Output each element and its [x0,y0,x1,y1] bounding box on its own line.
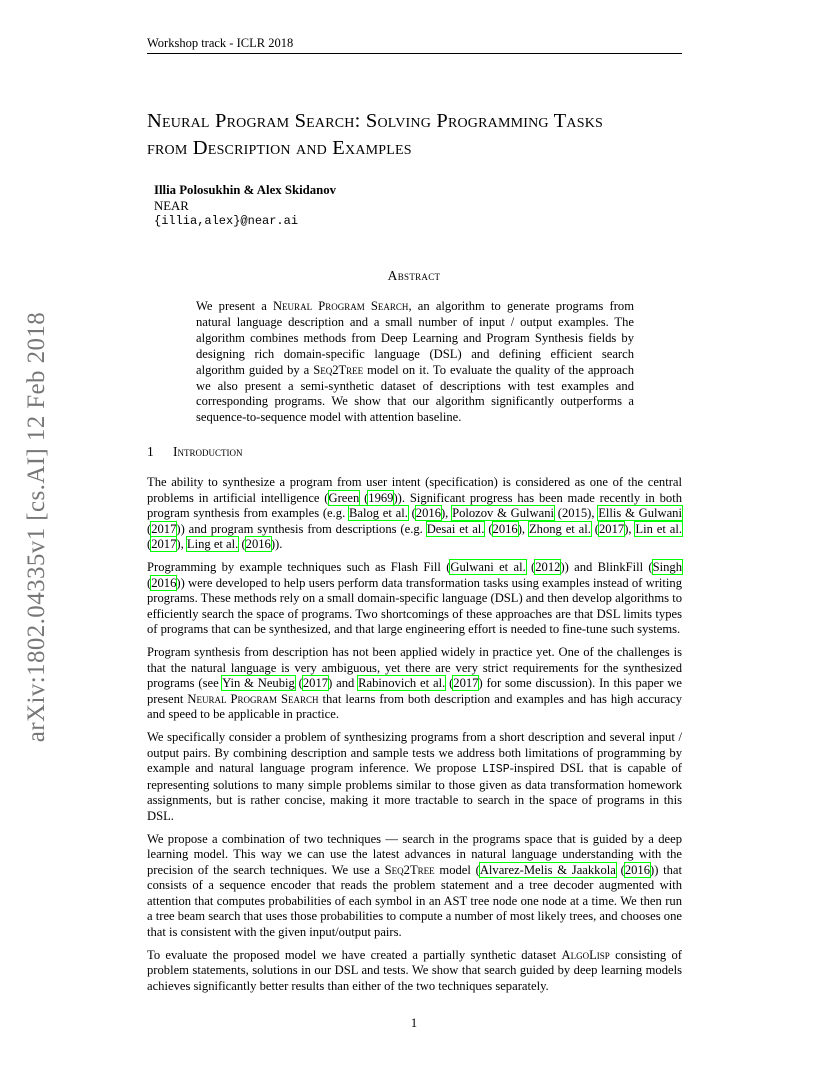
citation-link[interactable]: 1969 [368,490,394,505]
citation-link[interactable]: 2016 [492,521,518,536]
citation-link[interactable]: Yin & Neubig [222,676,295,690]
citation-link[interactable]: 2017 [302,676,329,690]
citation-link[interactable]: 2017 [151,537,177,551]
abstract-heading: Abstract [387,268,441,283]
section-number: 1 [147,444,154,459]
citation-link[interactable]: Ellis & Gulwani [598,506,682,520]
citation-link[interactable]: Singh [652,560,683,574]
citation-link[interactable]: 2016 [151,575,177,590]
citation-link[interactable]: Zhong et al. [528,521,591,536]
citation-link[interactable]: Lin et al. [635,521,682,536]
body-text [147,475,682,1002]
paragraph: Program synthesis from description has not been applied widely in practice yet. One of the challenges is that the natural language is very ambiguous, yet there are very strict requirements for the synthesized programs (see Yin & Neubig (2017) and Rabinovich et al. (2017) for some discussion). In this paper we present Neural Program Search that learns from both description and examples and has high accuracy and speed to be applicable in practice. [147,645,682,721]
section-heading [147,444,243,460]
citation-link[interactable]: Gulwani et al. [450,560,526,574]
running-header: Workshop track - ICLR 2018 [147,36,294,50]
citation-link[interactable]: Rabinovich et al. [358,676,446,690]
paragraph: To evaluate the proposed model we have created a partially synthetic dataset AlgoLisp consisting of problem statements, solutions in our DSL and tests. We show that search guided by deep learning models achieves significantly better results than either of the two techniques separately. [147,947,682,993]
citation-link[interactable]: 2016 [415,506,441,520]
paragraph: The ability to synthesize a program from user intent (specification) is considered as one of the central problems in artificial intelligence (Green (1969)). Significant progress has been made recently in both program synthesis from examples (e.g. Balog et al. (2016), Polozov & Gulwani (2015), Ellis & Gulwani (2017)) and program synthesis from descriptions (e.g. Desai et al. (2016), Zhong et al. (2017), Lin et al. (2017), Ling et al. (2016)). [147,475,682,551]
paper-title [147,108,707,162]
author-names: Illia Polosukhin & Alex Skidanov [154,183,337,197]
citation-link[interactable]: Ling et al. [186,537,239,551]
title-line-2: from Description and Examples [147,137,412,159]
header-rule [147,53,682,54]
citation-link[interactable]: 2017 [453,676,479,690]
citation-link[interactable]: 2016 [245,537,271,551]
citation-link[interactable]: 2017 [151,521,177,536]
citation-link[interactable]: Alvarez-Melis & Jaakkola [479,862,616,877]
paragraph: We propose a combination of two techniques — search in the programs space that is guided by a deep learning model. This way we can use the latest advances in natural language understanding with the precision of the search techniques. We use a Seq2Tree model (Alvarez-Melis & Jaakkola (2016)) that consists of a sequence encoder that reads the problem statement and a tree decoder augmented with attention that computes probabilities of each symbol in an AST tree node one node at a time. We then run a tree beam search that uses those probabilities to compute a number of most likely trees, and chooses one that is consistent with the given input/output pairs. [147,831,683,939]
affiliation: NEAR [154,198,189,213]
citation-link[interactable]: 2017 [599,521,625,536]
paragraph: Programming by example techniques such as Flash Fill (Gulwani et al. (2012)) and BlinkFill (Singh (2016)) were developed to help users perform data transformation tasks using examples instead of writing programs. These methods rely on a small domain-specific language (DSL) and then develop algorithms to efficiently search the space of programs. Two shortcomings of these approaches are that DSL limits types of programs that can be synthesized, and that large engineering effort is needed to fine-tune such systems. [147,560,683,636]
author-email: {illia,alex}@near.ai [154,214,299,228]
citation-link[interactable]: 2016 [624,862,650,877]
page-number: 1 [410,1016,418,1030]
citation-link[interactable]: Balog et al. [348,506,408,520]
title-line-1: Neural Program Search: Solving Programming Tasks [147,110,603,132]
citation-link[interactable]: Polozov & Gulwani [452,506,555,520]
abstract-text: We present a Neural Program Search, an algorithm to generate programs from natural language description and a small number of input / output examples. The algorithm combines methods from Deep Learning and Program Synthesis fields by designing rich domain-specific language (DSL) and defining efficient search algorithm guided by a Seq2Tree model on it. To evaluate the quality of the approach we also present a semi-synthetic dataset of descriptions with test examples and corresponding programs. We show that our algorithm significantly outperforms a sequence-to-sequence model with attention baseline. [196,299,634,425]
section-title: Introduction [173,444,243,459]
citation-link[interactable]: Desai et al. [426,521,485,536]
arxiv-watermark: arXiv:1802.04335v1 [cs.AI] 12 Feb 2018 [23,311,50,743]
citation-link[interactable]: Green [328,490,360,505]
citation-link[interactable]: 2012 [535,560,561,574]
author-block [154,183,336,230]
paragraph: We specifically consider a problem of synthesizing programs from a short description and several input / output pairs. By combining description and sample tests we address both limitations of programming by example and natural language program inference. We propose LISP-inspired DSL that is capable of representing solutions to many simple problems similar to those given as data transformation homework assignments, but is rather concise, making it more tractable to search in the space of programs in this DSL. [147,730,683,823]
